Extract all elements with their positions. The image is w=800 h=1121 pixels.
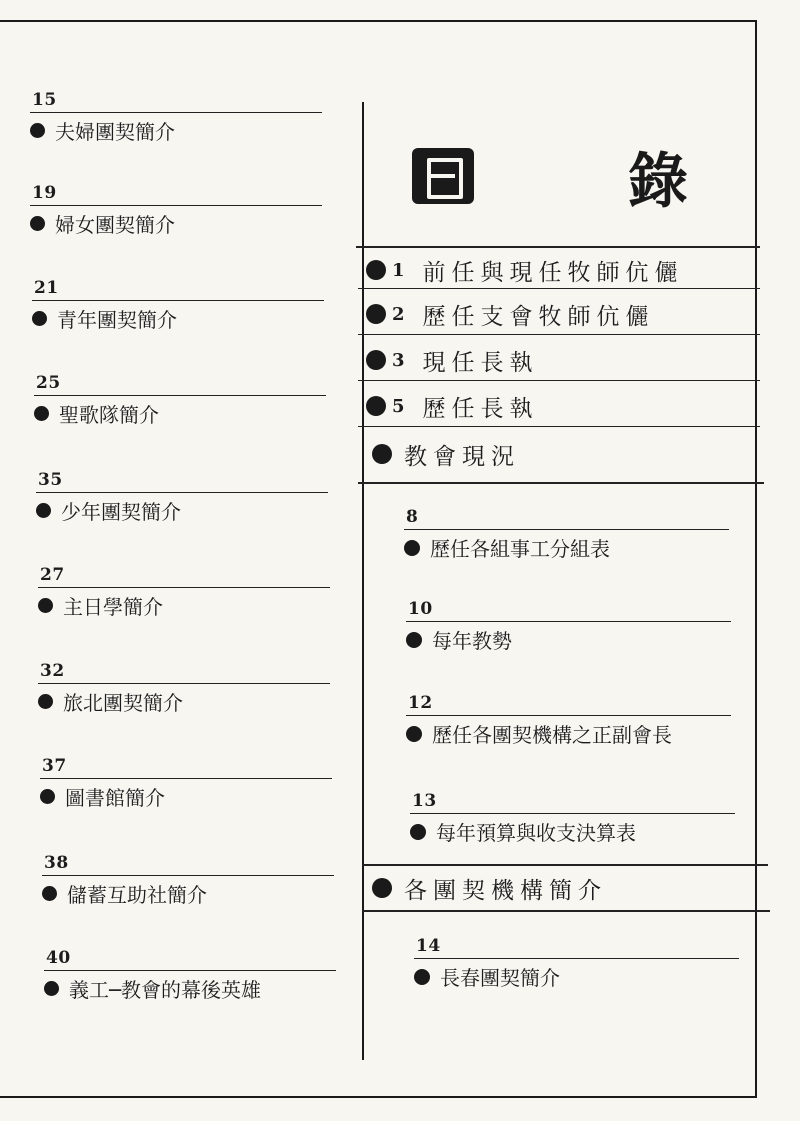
toc-row-current-elders[interactable] [366, 338, 539, 382]
toc-row-branch-pastors[interactable] [366, 292, 655, 336]
bullet-icon [34, 406, 49, 421]
page-number: 35 [38, 470, 63, 490]
entry-label: 教會現況 [404, 443, 520, 470]
toc-entry-youth-fellowship[interactable] [32, 278, 332, 334]
entry-label: 主日學簡介 [63, 595, 163, 619]
toc-entry-sunday-school[interactable] [38, 565, 338, 621]
entry-label: 每年教勢 [432, 629, 512, 653]
entry-label: 歷任各團契機構之正副會長 [432, 723, 672, 747]
toc-entry-volunteers[interactable] [44, 948, 344, 1004]
bullet-icon [44, 981, 59, 996]
page-number: 15 [32, 90, 57, 110]
toc-entry-annual-budget[interactable] [410, 791, 750, 851]
bullet-icon [404, 540, 420, 556]
entry-rule [410, 813, 735, 814]
entry-label: 長春團契簡介 [440, 966, 560, 990]
bullet-icon [30, 216, 45, 231]
page-number: 21 [34, 278, 59, 298]
bullet-icon [40, 789, 55, 804]
toc-entry-junior-fellowship[interactable] [36, 470, 336, 526]
toc-row-fellowships[interactable] [372, 866, 607, 910]
entry-rule [34, 395, 326, 396]
entry-rule [38, 683, 330, 684]
bullet-icon [414, 969, 430, 985]
page-border-right [755, 20, 757, 1098]
entry-rule [30, 205, 322, 206]
entry-label: 儲蓄互助社簡介 [67, 883, 207, 907]
entry-label: 婦女團契簡介 [55, 213, 175, 237]
bullet-icon [38, 694, 53, 709]
entry-rule [44, 970, 336, 971]
bullet-icon [366, 350, 386, 370]
entry-rule [404, 529, 729, 530]
bullet-icon [42, 886, 57, 901]
entry-rule [36, 492, 328, 493]
toc-entry-couples-fellowship[interactable] [30, 90, 330, 146]
page-number: 32 [40, 661, 65, 681]
page-number: 8 [406, 507, 419, 527]
bullet-icon [366, 396, 386, 416]
page-number: 25 [36, 373, 61, 393]
bullet-icon [372, 444, 392, 464]
entry-label: 每年預算與收支決算表 [436, 821, 636, 845]
entry-rule [38, 587, 330, 588]
toc-entry-credit-union[interactable] [42, 853, 342, 909]
entry-rule [406, 715, 731, 716]
bullet-icon [372, 878, 392, 898]
toc-row-past-elders[interactable] [366, 384, 539, 428]
entry-rule [40, 778, 332, 779]
page-number: 10 [408, 599, 433, 619]
entry-label: 歷任支會牧師伉儷 [422, 303, 655, 330]
page-number: 37 [42, 756, 67, 776]
bullet-icon [406, 726, 422, 742]
title-char-mu-block [412, 148, 474, 204]
bullet-icon [366, 260, 386, 280]
toc-entry-taipei-fellowship[interactable] [38, 661, 338, 717]
toc-row-church-status[interactable] [372, 432, 520, 476]
entry-rule [406, 621, 731, 622]
page-number: 19 [32, 183, 57, 203]
bullet-icon [38, 598, 53, 613]
bullet-icon [30, 123, 45, 138]
entry-rule [32, 300, 324, 301]
row-rule [358, 482, 764, 484]
entry-rule [414, 958, 739, 959]
entry-label: 歷任長執 [422, 395, 539, 422]
entry-label: 少年團契簡介 [61, 500, 181, 524]
page-number: 1 [392, 259, 405, 281]
bullet-icon [410, 824, 426, 840]
toc-entry-womens-fellowship[interactable] [30, 183, 330, 239]
page-number: 2 [392, 303, 405, 325]
toc-entry-fellowship-leaders[interactable] [406, 693, 746, 753]
page-number: 14 [416, 936, 441, 956]
entry-label: 夫婦團契簡介 [55, 120, 175, 144]
page-number: 13 [412, 791, 437, 811]
bullet-icon [36, 503, 51, 518]
title-char-lu: 錄 [628, 147, 688, 217]
toc-entry-ministry-groups[interactable] [404, 507, 744, 567]
entry-label: 旅北團契簡介 [63, 691, 183, 715]
toc-row-current-pastors[interactable] [366, 248, 684, 292]
entry-rule [42, 875, 334, 876]
entry-label: 聖歌隊簡介 [59, 403, 159, 427]
page-border-bottom [0, 1096, 757, 1098]
page-number: 38 [44, 853, 69, 873]
entry-label: 青年團契簡介 [57, 308, 177, 332]
bullet-icon [366, 304, 386, 324]
row-rule [362, 910, 770, 912]
bullet-icon [406, 632, 422, 648]
page-number: 5 [392, 395, 405, 417]
entry-label: 歷任各組事工分組表 [430, 537, 610, 561]
toc-entry-library[interactable] [40, 756, 340, 812]
entry-label: 現任長執 [422, 349, 539, 376]
toc-entry-annual-statistics[interactable] [406, 599, 746, 659]
entry-label: 各團契機構簡介 [404, 877, 607, 904]
page-number: 27 [40, 565, 65, 585]
page-number: 3 [392, 349, 405, 371]
bullet-icon [32, 311, 47, 326]
entry-rule [30, 112, 322, 113]
entry-label: 前任與現任牧師伉儷 [422, 259, 684, 286]
toc-entry-choir[interactable] [34, 373, 334, 429]
entry-label: 義工─教會的幕後英雄 [69, 978, 262, 1002]
entry-label: 圖書館簡介 [65, 786, 165, 810]
page-border-top [0, 20, 757, 22]
toc-entry-evergreen-fellowship[interactable] [414, 936, 754, 996]
page-number: 12 [408, 693, 433, 713]
page-number: 40 [46, 948, 71, 968]
